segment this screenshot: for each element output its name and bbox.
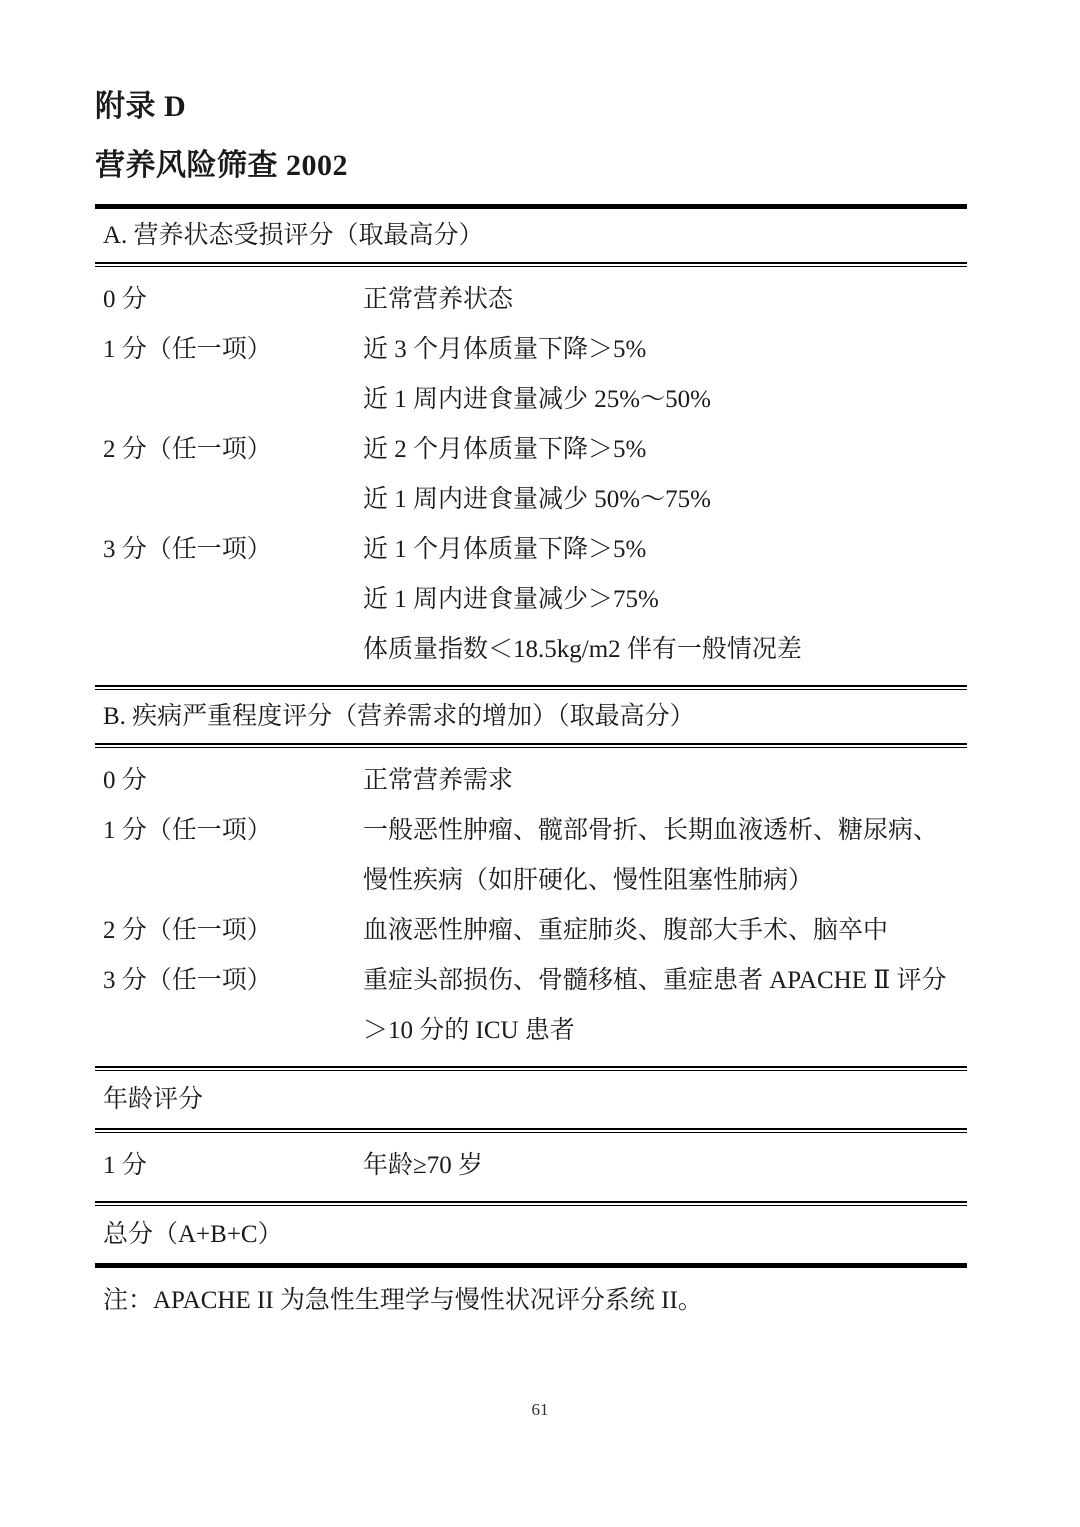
row-description <box>363 806 967 906</box>
row-description <box>363 275 967 325</box>
table-row <box>95 275 967 325</box>
row-score-label: 2 分（任一项） <box>103 436 272 463</box>
table-row <box>95 425 967 525</box>
table-row <box>95 525 967 675</box>
row-score-label: 1 分（任一项） <box>103 336 272 363</box>
desc-line: 慢性疾病（如肝硬化、慢性阻塞性肺病） <box>363 867 814 894</box>
section-b-heading: B. 疾病严重程度评分（营养需求的增加）（取最高分） <box>103 703 695 730</box>
row-description <box>363 325 967 425</box>
table-row <box>95 756 967 806</box>
desc-line: 近 1 周内进食量减少 50%～75% <box>363 486 711 513</box>
table-row <box>95 906 967 956</box>
desc-line: 重症头部损伤、骨髓移植、重症患者 APACHE Ⅱ 评分 <box>363 967 947 994</box>
row-score-label: 2 分（任一项） <box>103 917 272 944</box>
table-row <box>95 956 967 1056</box>
row-score-label: 3 分（任一项） <box>103 536 272 563</box>
section-a-rows <box>95 267 967 685</box>
table-row <box>95 1141 967 1191</box>
total-score-heading: 总分（A+B+C） <box>103 1221 283 1248</box>
row-description <box>363 906 967 956</box>
page-number: 61 <box>531 1400 549 1419</box>
row-description <box>363 425 967 525</box>
desc-line: 正常营养需求 <box>363 767 514 794</box>
section-b-rows <box>95 748 967 1066</box>
desc-line: 近 2 个月体质量下降＞5% <box>363 436 647 463</box>
row-score-label: 1 分 <box>103 1152 147 1179</box>
row-score-label: 1 分（任一项） <box>103 817 272 844</box>
row-description <box>363 756 967 806</box>
desc-line: 正常营养状态 <box>363 286 514 313</box>
nrs-2002-table <box>95 204 967 1313</box>
desc-line: 体质量指数＜18.5kg/m2 伴有一般情况差 <box>363 636 802 663</box>
page-content <box>95 90 967 1313</box>
row-description <box>363 1141 967 1191</box>
desc-line: 近 3 个月体质量下降＞5% <box>363 336 647 363</box>
table-note: 注：APACHE II 为急性生理学与慢性状况评分系统 II。 <box>103 1287 703 1314</box>
desc-line: 年龄≥70 岁 <box>363 1152 483 1179</box>
desc-line: 一般恶性肿瘤、髋部骨折、长期血液透析、糖尿病、 <box>363 817 939 844</box>
row-score-label: 0 分 <box>103 767 147 794</box>
desc-line: 近 1 个月体质量下降＞5% <box>363 536 647 563</box>
desc-line: 血液恶性肿瘤、重症肺炎、腹部大手术、脑卒中 <box>363 917 889 944</box>
section-c-rows <box>95 1133 967 1201</box>
table-row <box>95 325 967 425</box>
row-score-label: 0 分 <box>103 286 147 313</box>
section-c-heading: 年龄评分 <box>103 1086 204 1113</box>
desc-line: 近 1 周内进食量减少＞75% <box>363 586 659 613</box>
desc-line: ＞10 分的 ICU 患者 <box>363 1017 575 1044</box>
row-score-label: 3 分（任一项） <box>103 967 272 994</box>
row-description <box>363 956 967 1056</box>
section-a-heading: A. 营养状态受损评分（取最高分） <box>103 222 484 249</box>
appendix-label: 附录 D <box>95 90 187 123</box>
page-title: 营养风险筛查 2002 <box>95 149 348 182</box>
desc-line: 近 1 周内进食量减少 25%～50% <box>363 386 711 413</box>
table-row <box>95 806 967 906</box>
row-description <box>363 525 967 675</box>
